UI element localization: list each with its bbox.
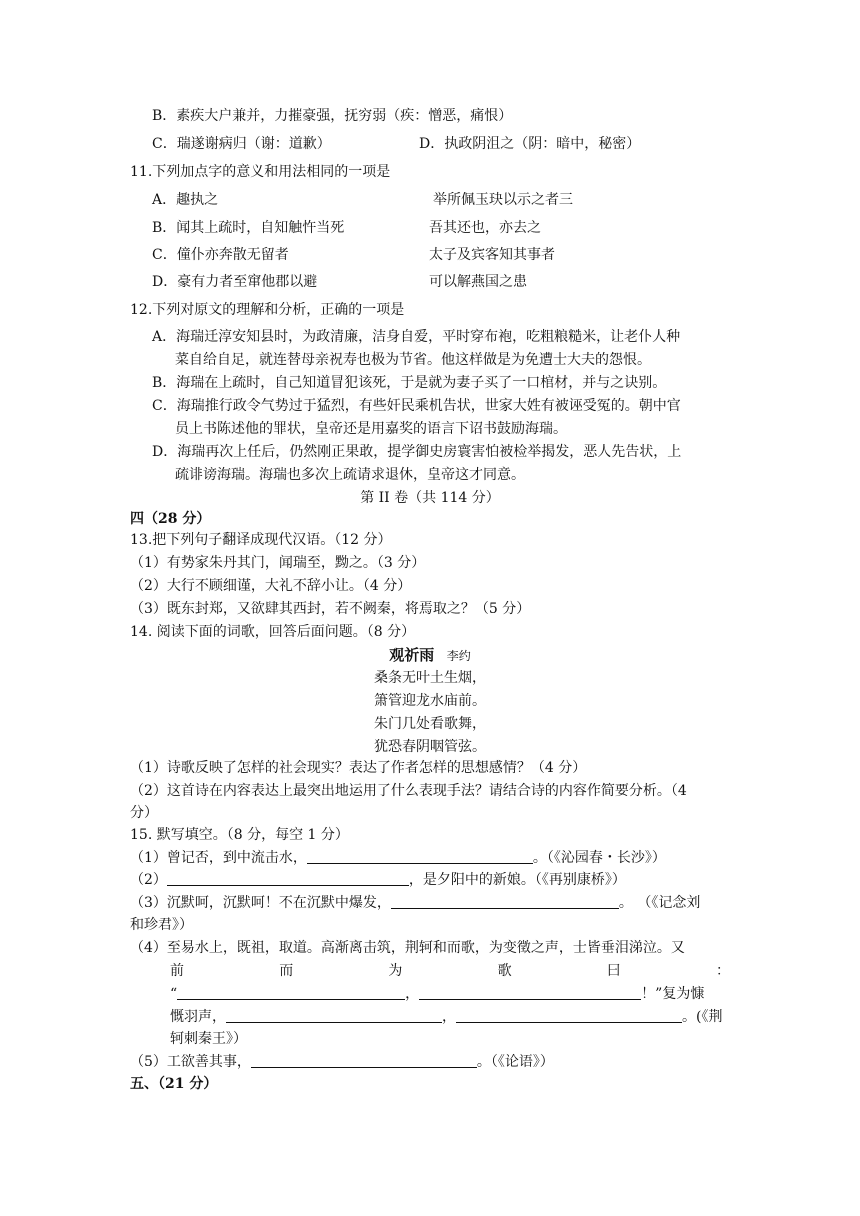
q11-option-a-right xyxy=(433,190,573,210)
q15-item-2-prefix: （2） xyxy=(130,872,167,888)
q12-option-d-line1 xyxy=(152,442,681,462)
q12-option-c-line2 xyxy=(175,419,567,439)
q10-option-d xyxy=(419,134,640,154)
answer-blank[interactable] xyxy=(226,1008,442,1023)
q15-item-4-line-c xyxy=(170,984,704,1004)
q14-sub-1-text: （1）诗歌反映了怎样的社会现实？表达了作者怎样的思想感情？（4 分） xyxy=(130,760,587,776)
q15-item-2-suffix: ，是夕阳中的新娘。（《再别康桥》） xyxy=(408,872,626,888)
comma: ， xyxy=(405,986,420,1002)
q12-b-text: B．海瑞在上疏时，自己知道冒犯该死，于是就为妻子买了一口棺材，并与之诀别。 xyxy=(152,375,667,391)
q11-option-a-left xyxy=(152,190,218,210)
answer-blank[interactable] xyxy=(177,985,405,1000)
spread-char: 曰 xyxy=(606,963,621,979)
answer-blank[interactable] xyxy=(251,1053,477,1068)
poem-line xyxy=(0,667,860,689)
q12-a2-text: 菜自给自足，就连替母亲祝寿也极为节省。他这样做是为免遭士大夫的怨恨。 xyxy=(175,352,651,368)
poem-line xyxy=(0,713,860,735)
poem-title: 观祈雨 xyxy=(389,646,435,664)
q13-item-3 xyxy=(130,599,530,619)
answer-blank[interactable] xyxy=(167,871,409,886)
poem-author: 李约 xyxy=(446,649,471,663)
q10-option-b-text: B．素疾大户兼并，力摧豪强，抚穷弱（疾：憎恶，痛恨） xyxy=(152,108,513,124)
q15-item-3 xyxy=(130,893,700,913)
spread-char: ： xyxy=(715,963,730,979)
part-4-title-text: 四（28 分） xyxy=(130,511,211,527)
q15-stem xyxy=(130,825,349,845)
q12-d1-text: D．海瑞再次上任后，仍然刚正果敢，提学御史房寰害怕被检举揭发，恶人先告状，上 xyxy=(152,444,682,460)
q14-sub-2-cont xyxy=(130,803,158,823)
q15-item-2 xyxy=(130,870,626,890)
q11-option-d-right xyxy=(429,272,527,292)
q14-stem xyxy=(130,622,415,642)
q11-b-right-text: 吾其还也，亦去之 xyxy=(429,220,541,236)
q10-option-c xyxy=(152,134,331,154)
q15-item-4-text: （4）至易水上，既祖，取道。高渐离击筑，荆轲和而歌，为变徵之声，士皆垂泪涕泣。又 xyxy=(130,940,685,956)
q15-item-4 xyxy=(130,938,685,958)
q13-item-1-text: （1）有势家朱丹其门，闻瑞至，黝之。（3 分） xyxy=(130,555,426,571)
q11-c-left-text: C．僮仆亦奔散无留者 xyxy=(152,247,289,263)
q10-option-c-text: C．瑞遂谢病归（谢：道歉） xyxy=(152,136,331,152)
poem-heading xyxy=(0,644,860,667)
q15-item-5-suffix: 。（《论语》） xyxy=(476,1054,554,1070)
q11-d-left-text: D．豪有力者至窜他郡以避 xyxy=(152,274,318,290)
q15-item-4-line-e xyxy=(170,1029,247,1049)
q15-stem-text: 15. 默写填空。（8 分，每空 1 分） xyxy=(130,827,349,843)
q15-item-1 xyxy=(130,848,666,868)
q15-item-3-cont xyxy=(130,915,193,935)
q12-option-a-line2 xyxy=(175,350,651,370)
q13-item-1 xyxy=(130,553,425,573)
poem-line-2: 箫管迎龙水庙前。 xyxy=(374,693,486,709)
q12-c2-text: 员上书陈述他的罪状，皇帝还是用嘉奖的语言下诏书鼓励海瑞。 xyxy=(175,421,567,437)
section-2-title xyxy=(0,488,860,508)
q11-d-right-text: 可以解燕国之患 xyxy=(429,274,527,290)
q14-sub-2-cont-text: 分） xyxy=(130,805,158,821)
q13-item-2-text: （2）大行不顾细谨，大礼不辞小让。（4 分） xyxy=(130,578,412,594)
q11-option-c-left xyxy=(152,245,289,265)
q15-item-5 xyxy=(130,1052,554,1072)
poem-line-4: 犹恐春阴咽管弦。 xyxy=(374,739,486,755)
q15-item-3-cont-text: 和珍君》） xyxy=(130,917,193,933)
q13-item-3-text: （3）既东封郑，又欲肆其西封，若不阙秦，将焉取之？（5 分） xyxy=(130,601,531,617)
q14-sub-1 xyxy=(130,758,586,778)
q11-option-d-left xyxy=(152,272,317,292)
q14-sub-2-text: （2）这首诗在内容表达上最突出地运用了什么表现手法？请结合诗的内容作简要分析。（4 xyxy=(130,783,687,799)
answer-blank[interactable] xyxy=(307,849,533,864)
q15-item-4-spread-line xyxy=(170,961,730,981)
q13-stem-text: 13.把下列句子翻译成现代汉语。（12 分） xyxy=(130,532,392,548)
q13-stem xyxy=(130,530,392,550)
answer-blank[interactable] xyxy=(419,985,641,1000)
q12-c1-text: C．海瑞推行政令气势过于猛烈，有些奸民乘机告状，世家大姓有被诬受冤的。朝中官 xyxy=(152,398,681,414)
spread-char: 前 xyxy=(170,963,184,979)
q12-stem xyxy=(130,300,404,320)
q10-option-d-text: D．执政阴沮之（阴：暗中，秘密） xyxy=(419,136,641,152)
q15-item-4-line-c-end: ！”复为慷 xyxy=(641,986,705,1002)
spread-char: 为 xyxy=(388,963,403,979)
spread-char: 歌 xyxy=(497,963,512,979)
q11-option-b-left xyxy=(152,218,344,238)
q11-stem xyxy=(130,162,390,182)
q14-sub-2 xyxy=(130,781,687,801)
q15-item-4-line-d-end: 。(《荆 xyxy=(682,1009,723,1025)
q11-b-left-text: B．闻其上疏时，自知触忤当死 xyxy=(152,220,345,236)
open-quote: “ xyxy=(170,986,178,1002)
q15-item-4-line-e-text: 轲刺秦王》） xyxy=(170,1031,247,1047)
q12-stem-text: 12.下列对原文的理解和分析，正确的一项是 xyxy=(130,302,405,318)
part-4-title xyxy=(130,509,210,529)
q12-option-d-line2 xyxy=(175,465,525,485)
answer-blank[interactable] xyxy=(391,894,619,909)
q11-c-right-text: 太子及宾客知其事者 xyxy=(429,247,555,263)
q13-item-2 xyxy=(130,576,411,596)
q11-stem-text: 11.下列加点字的意义和用法相同的一项是 xyxy=(130,164,391,180)
q15-item-1-prefix: （1）曾记否，到中流击水， xyxy=(130,850,307,866)
answer-blank[interactable] xyxy=(456,1008,682,1023)
poem-line-3: 朱门几处看歌舞， xyxy=(374,716,486,732)
poem-line-1: 桑条无叶土生烟， xyxy=(374,670,486,686)
poem-line xyxy=(0,690,860,712)
q11-option-c-right xyxy=(429,245,555,265)
q11-a-left-text: A．趣执之 xyxy=(152,192,219,208)
q15-item-3-prefix: （3）沉默呵，沉默呵！不在沉默中爆发， xyxy=(130,895,391,911)
q12-option-c-line1 xyxy=(152,396,681,416)
q12-option-a-line1 xyxy=(152,327,680,347)
q12-option-b xyxy=(152,373,666,393)
q15-item-4-line-d-prefix: 慨羽声， xyxy=(170,1009,226,1025)
q10-option-b xyxy=(152,106,512,126)
part-5-title xyxy=(130,1074,217,1094)
section-2-title-text: 第 II 卷（共 114 分） xyxy=(360,490,500,506)
poem-line xyxy=(0,736,860,758)
q12-d2-text: 疏诽谤海瑞。海瑞也多次上疏请求退休，皇帝这才同意。 xyxy=(175,467,525,483)
q15-item-3-suffix: 。 （《记念刘 xyxy=(618,895,701,911)
q14-stem-text: 14. 阅读下面的词歌，回答后面问题。（8 分） xyxy=(130,624,416,640)
q11-a-right-text: 举所佩玉玦以示之者三 xyxy=(433,192,573,208)
spread-char: 而 xyxy=(279,963,294,979)
part-5-title-text: 五、（21 分） xyxy=(130,1076,218,1092)
q15-item-1-suffix: 。（《沁园春・长沙》） xyxy=(532,850,666,866)
comma: ， xyxy=(442,1009,456,1025)
q11-option-b-right xyxy=(429,218,541,238)
q15-item-5-prefix: （5）工欲善其事， xyxy=(130,1054,251,1070)
q15-item-4-line-d xyxy=(170,1007,722,1027)
q12-a1-text: A．海瑞迁淳安知县时，为政清廉，洁身自爱，平时穿布袍，吃粗粮糙米，让老仆人种 xyxy=(152,329,681,345)
